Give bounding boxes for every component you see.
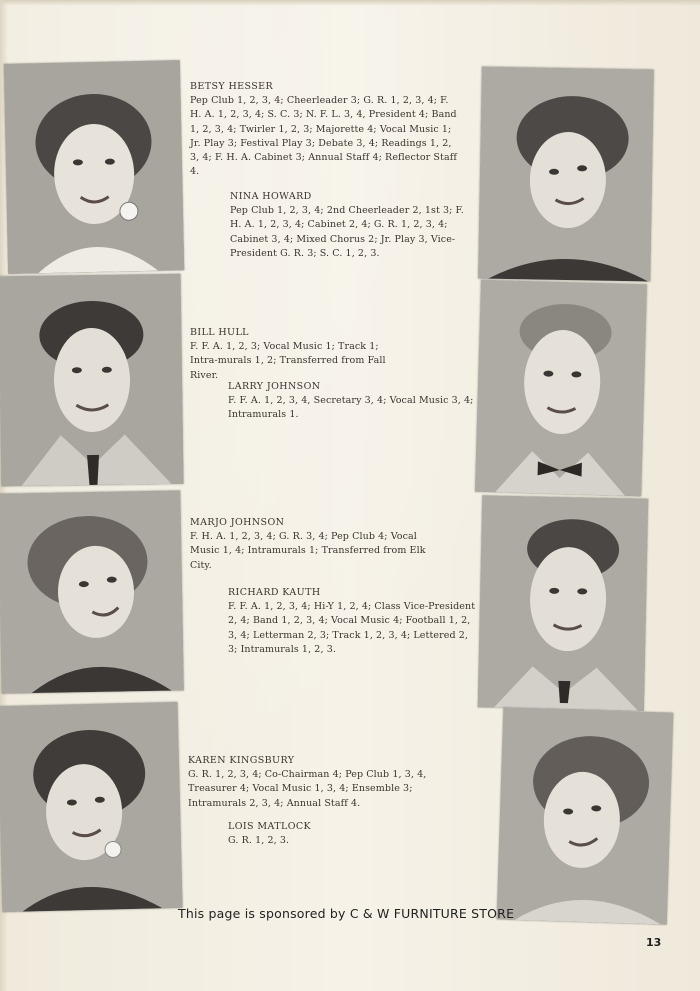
bio-richard-kauth	[228, 586, 480, 657]
portrait-lois-matlock	[497, 707, 674, 924]
student-name: MARJO JOHNSON	[190, 517, 285, 528]
student-name: BETSY HESSER	[190, 81, 274, 92]
portrait-nina-howard	[478, 67, 654, 282]
portrait-betsy-hesser	[4, 60, 184, 274]
portrait-karen-kingsbury	[0, 702, 182, 912]
bio-marjo-johnson	[190, 516, 436, 573]
student-activities: Pep Club 1, 2, 3, 4; 2nd Cheerleader 2, 1st 3; F. H. A. 1, 2, 3, 4; Cabinet 2, 4; G. R. 1, 2, 3, 4; Cabinet 3, 4; Mixed Chorus 2; Jr. Play 3, Vice-President G. R. 3; S. C. 1, 2, 3.	[230, 205, 464, 259]
bio-karen-kingsbury	[188, 754, 434, 811]
portrait-marjo-johnson	[0, 490, 184, 693]
portrait-richard-kauth	[478, 495, 648, 710]
portrait-bill-hull	[0, 274, 183, 487]
student-activities: F. F. A. 1, 2, 3, 4, Secretary 3, 4; Vocal Music 3, 4; Intramurals 1.	[228, 395, 474, 421]
student-activities: F. F. A. 1, 2, 3; Vocal Music 1; Track 1; Intra-murals 1, 2; Transferred from Fall River.	[190, 341, 386, 381]
student-activities: Pep Club 1, 2, 3, 4; Cheerleader 3; G. R. 1, 2, 3, 4; F. H. A. 1, 2, 3, 4; S. C. 3; N. F. L. 3, 4, President 4; Band 1, 2, 3, 4; Twirler 1, 2, 3; Majorette 4; Vocal Music 1; Jr. Play 3; Festival Play 3; Debate 3, 4; Readings 1, 2, 3, 4; F. H. A. Cabinet 3; Annual Staff 4; Reflector Staff 4.	[190, 95, 457, 178]
student-name: KAREN KINGSBURY	[188, 755, 295, 766]
student-name: LARRY JOHNSON	[228, 381, 321, 392]
student-activities: G. R. 1, 2, 3.	[228, 835, 290, 847]
bio-larry-johnson	[228, 380, 478, 423]
sponsor-line: This page is sponsored by C & W FURNITURE STORE	[178, 906, 515, 921]
bio-betsy-hesser	[190, 80, 462, 179]
page-edge-top	[0, 0, 700, 6]
bio-bill-hull	[190, 326, 408, 383]
student-name: LOIS MATLOCK	[228, 821, 312, 832]
page-number: 13	[646, 936, 662, 949]
student-activities: F. F. A. 1, 2, 3, 4; Hi-Y 1, 2, 4; Class Vice-President 2, 4; Band 1, 2, 3, 4; Vocal Music 4; Football 1, 2, 3, 4; Letterman 2, 3; Track 1, 2, 3, 4; Lettered 2, 3; Intramurals 1, 2, 3.	[228, 601, 476, 655]
bio-nina-howard	[230, 190, 470, 261]
student-name: NINA HOWARD	[230, 191, 312, 202]
bio-lois-matlock	[228, 820, 428, 848]
student-activities: G. R. 1, 2, 3, 4; Co-Chairman 4; Pep Club 1, 3, 4, Treasurer 4; Vocal Music 1, 3, 4; Ensemble 3; Intramurals 2, 3, 4; Annual Staff 4.	[188, 769, 427, 809]
portrait-larry-johnson	[475, 280, 647, 497]
student-name: RICHARD KAUTH	[228, 587, 321, 598]
student-activities: F. H. A. 1, 2, 3, 4; G. R. 3, 4; Pep Club 4; Vocal Music 1, 4; Intramurals 1; Transferred from Elk City.	[190, 531, 426, 571]
student-name: BILL HULL	[190, 327, 249, 338]
